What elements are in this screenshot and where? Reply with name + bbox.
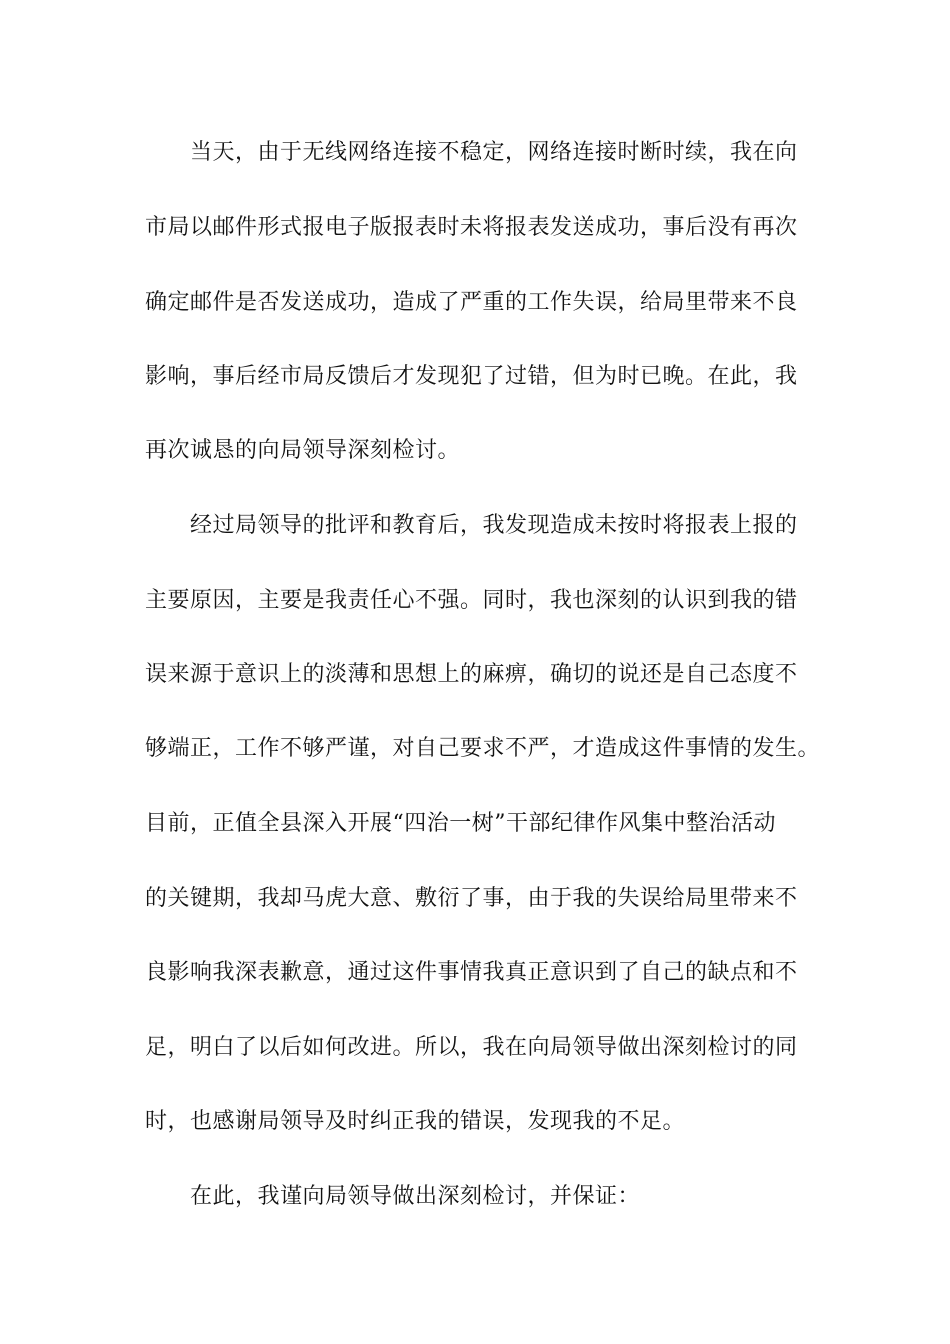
paragraph-1-line-1: 当天，由于无线网络连接不稳定，网络连接时断时续，我在向 bbox=[190, 140, 798, 165]
paragraph-1-line-5: 再次诚恳的向局领导深刻检讨。 bbox=[145, 438, 461, 463]
paragraph-3-line-1: 在此，我谨向局领导做出深刻检讨，并保证： bbox=[190, 1184, 641, 1209]
paragraph-2-line-9: 时，也感谢局领导及时纠正我的错误，发现我的不足。 bbox=[145, 1109, 686, 1134]
paragraph-1-line-2: 市局以邮件形式报电子版报表时未将报表发送成功，事后没有再次 bbox=[145, 215, 798, 240]
paragraph-2-line-5: 目前，正值全县深入开展“四治一树”干部纪律作风集中整治活动 bbox=[145, 811, 776, 836]
paragraph-2-line-4: 够端正，工作不够严谨，对自己要求不严，才造成这件事情的发生。 bbox=[145, 736, 821, 761]
paragraph-1-line-3: 确定邮件是否发送成功，造成了严重的工作失误，给局里带来不良 bbox=[145, 290, 798, 315]
paragraph-2-line-7: 良影响我深表歉意，通过这件事情我真正意识到了自己的缺点和不 bbox=[145, 960, 798, 985]
paragraph-2-line-6: 的关键期，我却马虎大意、敷衍了事，由于我的失误给局里带来不 bbox=[145, 886, 798, 911]
paragraph-1-line-4: 影响，事后经市局反馈后才发现犯了过错，但为时已晚。在此，我 bbox=[145, 364, 798, 389]
paragraph-2-line-8: 足，明白了以后如何改进。所以，我在向局领导做出深刻检讨的同 bbox=[145, 1035, 798, 1060]
paragraph-2-line-1: 经过局领导的批评和教育后，我发现造成未按时将报表上报的 bbox=[190, 513, 798, 538]
paragraph-2-line-2: 主要原因，主要是我责任心不强。同时，我也深刻的认识到我的错 bbox=[145, 588, 798, 613]
paragraph-2-line-3: 误来源于意识上的淡薄和思想上的麻痹，确切的说还是自己态度不 bbox=[145, 662, 798, 687]
